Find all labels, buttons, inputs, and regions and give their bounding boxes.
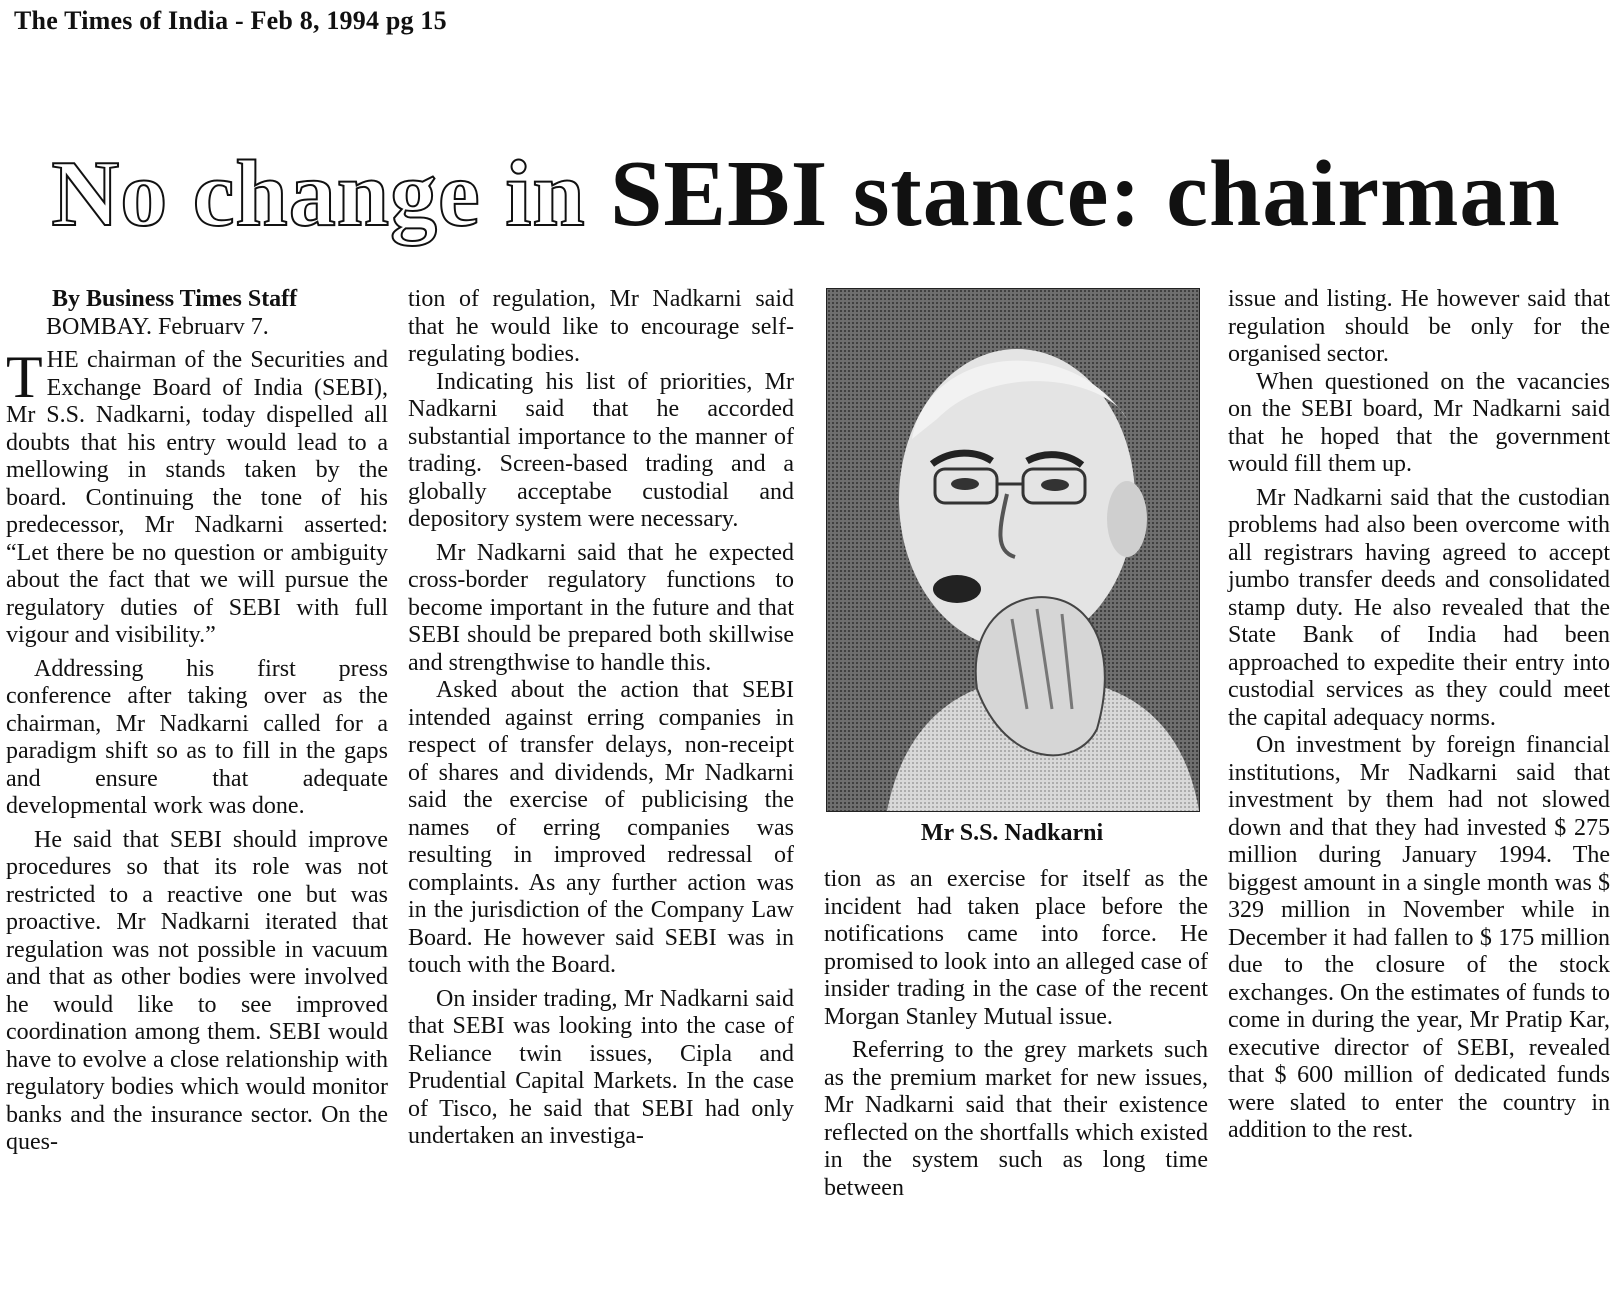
article-paragraph: tion of regulation, Mr Nadkarni said that he would like to encourage self-regulating bodies. <box>408 286 794 367</box>
headline-part-solid: SEBI stance: chairman <box>610 142 1561 246</box>
headline <box>0 140 1612 248</box>
article-paragraph: Addressing his first press conference after taking over as the chairman, Mr Nadkarni called for a paradigm shift so as to fill in the gaps and ensure that adequate developmental work was done. <box>6 655 388 819</box>
article-paragraph <box>6 344 388 650</box>
article-column-2 <box>408 286 794 1151</box>
article-paragraph: Asked about the action that SEBI intended against erring companies in respect of transfer delays, non-receipt of shares and dividends, Mr Nadkarni said the exercise of publicising the names of erring companies was resulting in improved redressal of complaints. As any further action was in the jurisdiction of the Company Law Board. He however said SEBI was in touch with the Board. <box>408 677 794 978</box>
article-paragraph: issue and listing. He however said that regulation should be only for the organised sector. <box>1228 286 1610 367</box>
article-paragraph: tion as an exercise for itself as the incident had taken place before the notifications came into force. He promised to look into an alleged case of insider trading in the case of the recent Morgan Stanley Mutual issue. <box>824 866 1208 1030</box>
headline-part-outline: No change in <box>51 142 611 246</box>
article-column-3 <box>824 866 1208 1202</box>
article-paragraph: Referring to the grey markets such as the premium market for new issues, Mr Nadkarni said that their existence reflected on the shortfalls which existed in the system such as long time between <box>824 1037 1208 1201</box>
drop-cap: T <box>6 344 43 410</box>
article-paragraph: On investment by foreign financial institutions, Mr Nadkarni said that investment by them had not slowed down and that they had invested $ 275 million during January 1994. The biggest amount in a single month was $ 329 million in November while in December it had fallen to $ 175 million due to the closure of the stock exchanges. On the estimates of funds to come in during the year, Mr Pratip Kar, executive director of SEBI, revealed that $ 600 million of dedicated funds were slated to enter the country in addition to the rest. <box>1228 732 1610 1143</box>
article-paragraph: Mr Nadkarni said that he expected cross-border regulatory functions to become important in the future and that SEBI should be prepared both skillwise and strengthwise to handle this. <box>408 539 794 676</box>
byline: By Business Times Staff <box>52 286 298 312</box>
article-paragraph: On insider trading, Mr Nadkarni said that SEBI was looking into the case of Reliance twin issues, Cipla and Prudential Capital Markets. In the case of Tisco, he said that SEBI had only undertaken an investiga- <box>408 985 794 1149</box>
portrait-photo <box>826 288 1200 812</box>
article-paragraph: Indicating his list of priorities, Mr Nadkarni said that he accorded substantial importance to the manner of trading. Screen-based trading and a globally acceptabe custodial and depository system were necessary. <box>408 368 794 532</box>
newspaper-source-line: The Times of India - Feb 8, 1994 pg 15 <box>14 6 447 35</box>
portrait-illustration <box>827 289 1199 811</box>
article-paragraph: He said that SEBI should improve procedures so that its role was not restricted to a reactive one but was proactive. Mr Nadkarni iterated that regulation was not possible in vacuum and that as other bodies were involved he would like to see improved coordination among them. SEBI would have to evolve a close relationship with regulatory bodies which would monitor banks and the insurance sector. On the ques- <box>6 826 388 1155</box>
dateline: BOMBAY. Februarv 7. <box>46 313 269 340</box>
paragraph-text: HE chairman of the Securities and Exchange Board of India (SEBI), Mr S.S. Nadkarni, today dispelled all doubts that his entry would lead to a mellowing in stands taken by the board. Continuing the tone of his predecessor, Mr Nadkarni asserted: “Let there be no question or ambiguity about the fact that we will pursue the regulatory duties of SEBI with full vigour and visibility.” <box>6 347 388 648</box>
photo-caption: Mr S.S. Nadkarni <box>920 820 1104 846</box>
article-column-1 <box>6 286 388 1157</box>
article-paragraph: Mr Nadkarni said that the custodian problems had also been overcome with all registrars having agreed to accept jumbo transfer deeds and consolidated stamp duty. He also revealed that the State Bank of India had been approached to expedite their entry into custodial services as they could meet the capital adequacy norms. <box>1228 484 1610 731</box>
article-column-4 <box>1228 286 1610 1145</box>
article-paragraph: When questioned on the vacancies on the SEBI board, Mr Nadkarni said that he hoped that the government would fill them up. <box>1228 368 1610 477</box>
